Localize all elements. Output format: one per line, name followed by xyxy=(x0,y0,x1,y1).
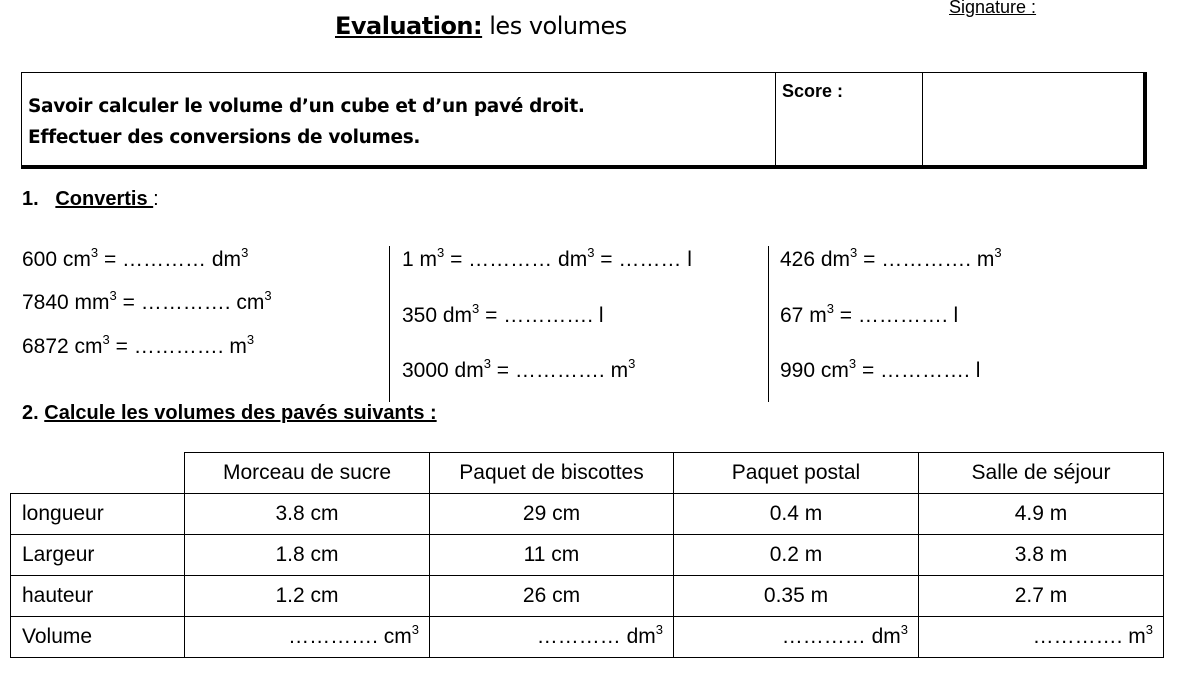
row-label: longueur xyxy=(11,494,185,535)
title-rest: les volumes xyxy=(482,12,627,40)
row-label: Volume xyxy=(11,617,185,658)
conversion-item: 1 $m^3$ = ………… $dm^3$ = ……… l xyxy=(402,245,692,271)
conversion-item: 350 $dm^3$ = …………. l xyxy=(402,301,604,327)
section-1-heading xyxy=(22,188,159,211)
table-header: Paquet postal xyxy=(674,453,919,494)
section-1-colon: : xyxy=(153,188,159,210)
table-row-volume xyxy=(11,617,1164,658)
conversion-item: 7840 $mm^3$ = …………. $cm^3$ xyxy=(22,288,272,314)
table-cell: 0.2 m xyxy=(674,535,919,576)
table-cell: 26 cm xyxy=(430,576,674,617)
table-cell: 2.7 m xyxy=(919,576,1164,617)
volume-answer-cell[interactable]: …………. $cm^3$ xyxy=(185,617,430,658)
volume-answer-cell[interactable]: ………… $dm^3$ xyxy=(430,617,674,658)
table-cell: 3.8 cm xyxy=(185,494,430,535)
box-divider xyxy=(922,73,923,165)
objective-line-1: Savoir calculer le volume d’un cube et d’un pavé droit. xyxy=(28,96,585,117)
table-row xyxy=(11,494,1164,535)
title-bold: Evaluation: xyxy=(335,12,483,40)
score-label: Score : xyxy=(782,81,844,101)
table-row xyxy=(11,535,1164,576)
table-cell: 0.35 m xyxy=(674,576,919,617)
objectives-box xyxy=(21,72,1147,169)
table-row xyxy=(11,576,1164,617)
table-cell: 0.4 m xyxy=(674,494,919,535)
table-header-row xyxy=(11,453,1164,494)
table-corner xyxy=(11,453,185,494)
table-header: Morceau de sucre xyxy=(185,453,430,494)
page-title xyxy=(335,12,627,40)
table-cell: 11 cm xyxy=(430,535,674,576)
conversion-item: 990 $cm^3$ = …………. l xyxy=(780,356,981,382)
section-1-title: Convertis xyxy=(55,188,154,210)
signature-label: Signature : xyxy=(949,0,1037,17)
objective-line-2: Effectuer des conversions de volumes. xyxy=(28,127,421,148)
conversion-item: 600 $cm^3$ = ………… $dm^3$ xyxy=(22,245,249,271)
table-cell: 1.2 cm xyxy=(185,576,430,617)
section-1-number: 1. xyxy=(22,188,39,210)
column-separator xyxy=(768,246,769,402)
table-header: Salle de séjour xyxy=(919,453,1164,494)
volume-answer-cell[interactable]: …………. $m^3$ xyxy=(919,617,1164,658)
table-header: Paquet de biscottes xyxy=(430,453,674,494)
objectives-text xyxy=(28,91,585,153)
conversion-item: 6872 $cm^3$ = …………. $m^3$ xyxy=(22,332,255,358)
conversion-item: 67 $m^3$ = …………. l xyxy=(780,301,959,327)
conversion-item: 426 $dm^3$ = …………. $m^3$ xyxy=(780,245,1002,271)
row-label: hauteur xyxy=(11,576,185,617)
table-cell: 29 cm xyxy=(430,494,674,535)
box-divider xyxy=(775,73,776,165)
section-2-heading xyxy=(22,402,437,425)
conversion-item: 3000 $dm^3$ = …………. $m^3$ xyxy=(402,356,636,382)
column-separator xyxy=(389,246,390,402)
table-cell: 4.9 m xyxy=(919,494,1164,535)
section-2-number: 2. xyxy=(22,402,39,424)
volume-answer-cell[interactable]: ………… $dm^3$ xyxy=(674,617,919,658)
table-cell: 3.8 m xyxy=(919,535,1164,576)
section-2-title: Calcule les volumes des pavés suivants : xyxy=(44,402,437,424)
volume-table xyxy=(10,452,1164,658)
row-label: Largeur xyxy=(11,535,185,576)
table-cell: 1.8 cm xyxy=(185,535,430,576)
